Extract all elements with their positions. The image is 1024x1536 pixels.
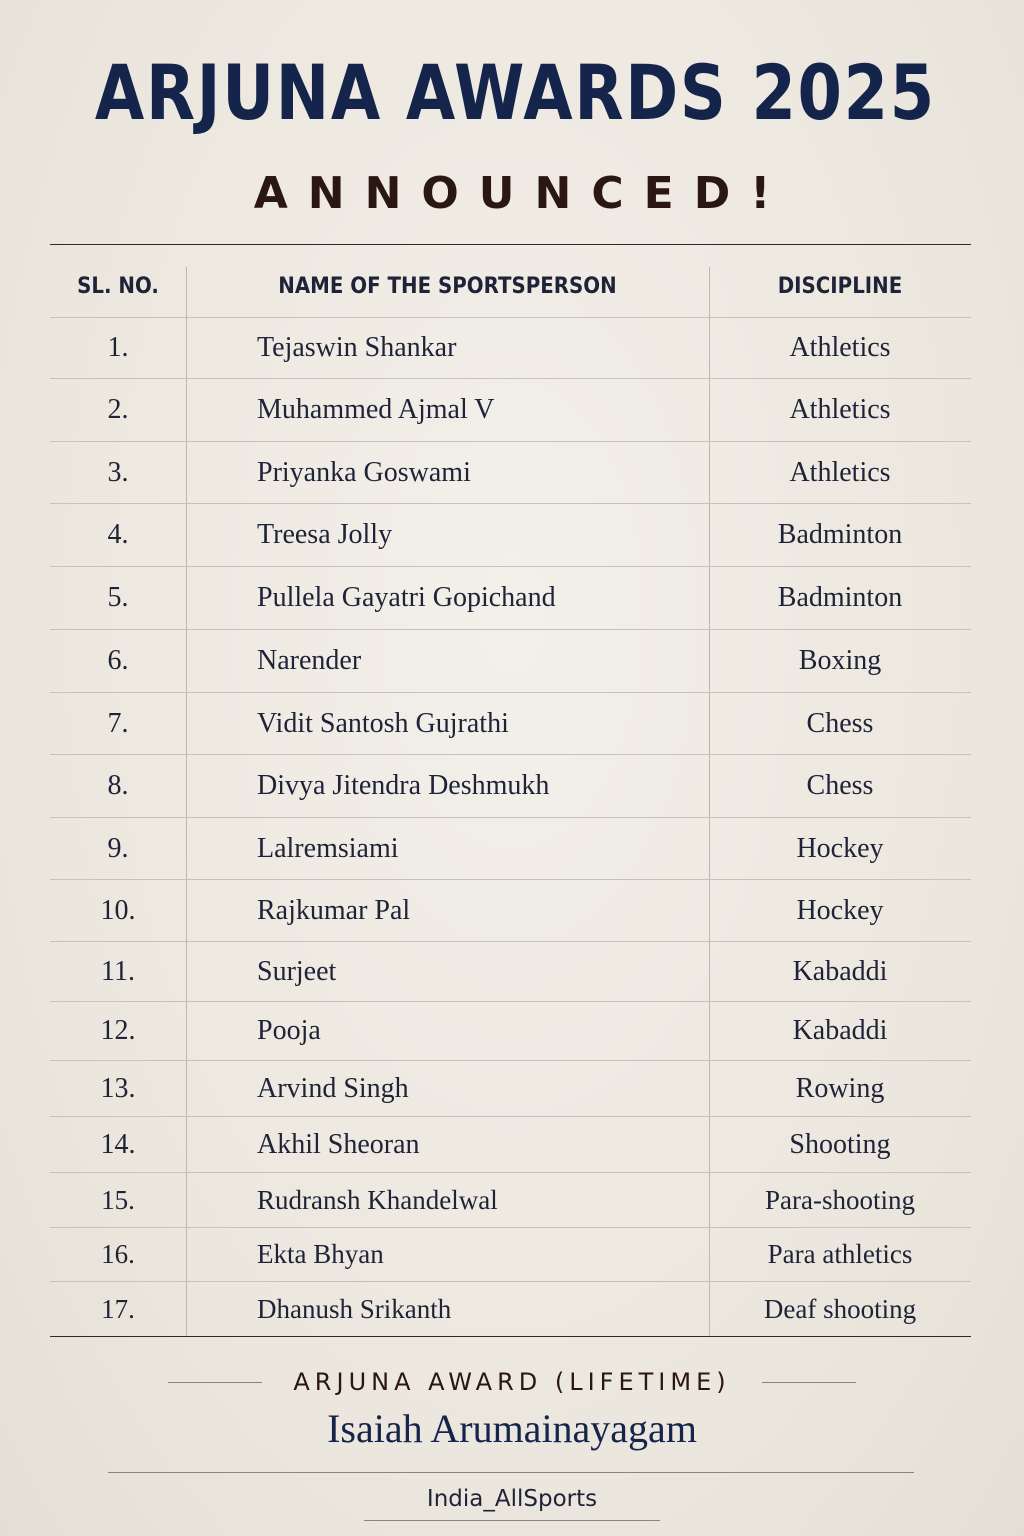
discipline-cell: Kabaddi [792,955,888,987]
serial-number-cell: 4. [107,519,129,550]
table-row [50,503,971,566]
page-title: ARJUNA AWARDS 2025 [94,48,936,137]
table-row [50,941,971,1001]
page-subtitle: ANNOUNCED! [253,168,791,219]
discipline-cell: Athletics [789,394,891,425]
serial-number-cell: 7. [107,707,129,739]
serial-number-cell: 17. [101,1294,135,1324]
table-row [50,817,971,879]
sportsperson-name-cell: Akhil Sheoran [257,1128,420,1160]
discipline-cell: Para athletics [767,1239,913,1269]
discipline-cell: Athletics [789,456,891,488]
sportsperson-name-cell: Rudransh Khandelwal [257,1184,498,1215]
sportsperson-name-cell: Muhammed Ajmal V [257,394,495,425]
table-row [50,1227,971,1281]
footer-handle: India_AllSports [426,1486,598,1512]
lifetime-awardee-name: Isaiah Arumainayagam [327,1406,697,1451]
serial-number-cell: 16. [101,1239,135,1269]
serial-number-cell: 8. [107,770,129,801]
discipline-cell: Chess [806,770,874,801]
sportsperson-name-cell: Pullela Gayatri Gopichand [257,582,556,613]
table-row [50,879,971,941]
sportsperson-name-cell: Narender [257,645,362,676]
serial-number-cell: 13. [100,1072,136,1104]
ornament-line-right [762,1382,856,1383]
table-row [50,441,971,503]
table-row [50,317,971,378]
table-row [50,1172,971,1227]
serial-number-cell: 6. [107,645,129,676]
column-header-sl-no: SL. NO. [77,274,159,299]
discipline-cell: Hockey [796,832,884,864]
table-row [50,566,971,629]
bottom-divider [50,1336,971,1337]
sportsperson-name-cell: Dhanush Srikanth [257,1294,452,1324]
sportsperson-name-cell: Divya Jitendra Deshmukh [257,770,550,801]
table-row [50,629,971,692]
serial-number-cell: 3. [107,456,129,488]
column-header-name: NAME OF THE SPORTSPERSON [278,274,617,299]
table-row [50,378,971,441]
table-row [50,1060,971,1116]
discipline-cell: Deaf shooting [763,1294,917,1324]
table-row [50,754,971,817]
table-row [50,1116,971,1172]
sportsperson-name-cell: Pooja [257,1015,321,1046]
serial-number-cell: 1. [107,332,129,363]
discipline-cell: Rowing [795,1072,885,1104]
sportsperson-name-cell: Treesa Jolly [257,519,393,550]
sportsperson-name-cell: Arvind Singh [257,1072,409,1104]
sportsperson-name-cell: Rajkumar Pal [257,894,411,926]
discipline-cell: Hockey [796,894,884,926]
column-header-discipline: DISCIPLINE [777,274,903,299]
discipline-cell: Boxing [798,645,882,676]
sportsperson-name-cell: Vidit Santosh Gujrathi [257,707,509,739]
lifetime-award-label: ARJUNA AWARD (LIFETIME) [293,1368,731,1396]
serial-number-cell: 11. [101,955,135,987]
sportsperson-name-cell: Lalremsiami [257,832,399,864]
discipline-cell: Athletics [789,332,891,363]
discipline-cell: Para-shooting [765,1184,915,1215]
serial-number-cell: 5. [107,582,129,613]
sportsperson-name-cell: Tejaswin Shankar [257,332,457,363]
table-row [50,692,971,754]
serial-number-cell: 12. [100,1015,136,1046]
serial-number-cell: 2. [107,394,129,425]
serial-number-cell: 15. [101,1184,135,1215]
serial-number-cell: 9. [107,832,129,864]
footer-divider [108,1472,914,1473]
serial-number-cell: 10. [100,894,136,926]
serial-number-cell: 14. [100,1128,136,1160]
discipline-cell: Shooting [789,1128,891,1160]
table-row [50,1281,971,1337]
discipline-cell: Kabaddi [792,1015,888,1046]
sportsperson-name-cell: Ekta Bhyan [257,1239,384,1269]
table-row [50,1001,971,1060]
sportsperson-name-cell: Priyanka Goswami [257,456,471,488]
awardees-table [50,245,971,1337]
discipline-cell: Badminton [777,582,903,613]
discipline-cell: Badminton [777,519,903,550]
sportsperson-name-cell: Surjeet [257,955,337,987]
footer-underline [364,1520,660,1521]
discipline-cell: Chess [806,707,874,739]
